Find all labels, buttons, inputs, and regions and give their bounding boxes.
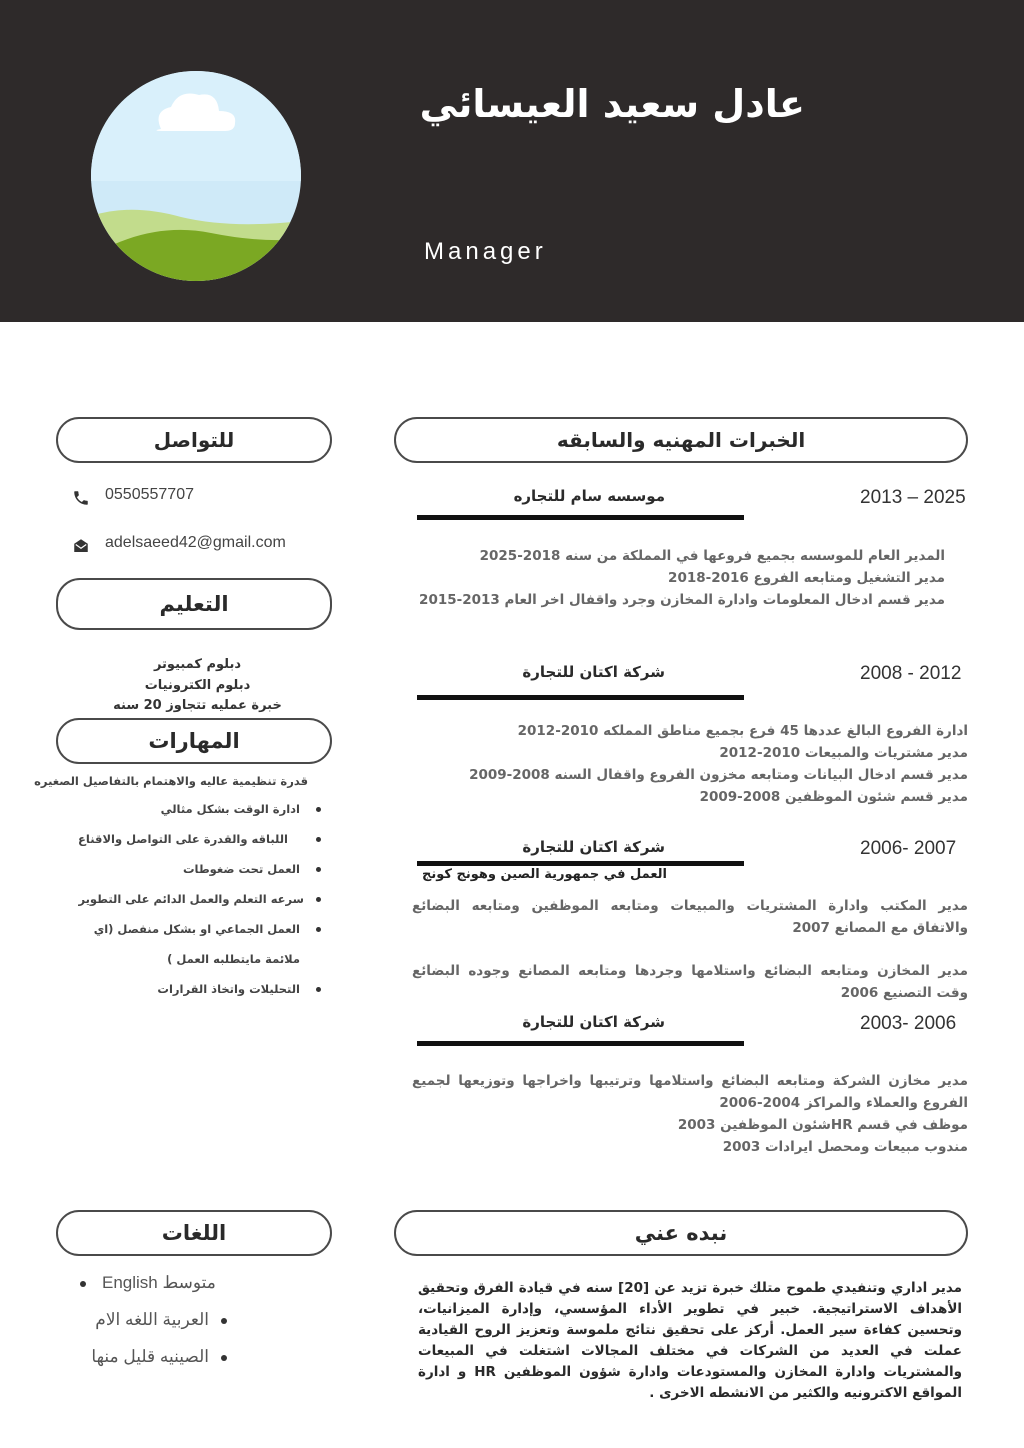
skill-item: التحليلات واتخاذ القرارات (56, 974, 308, 1004)
job-line: مدير قسم شئون الموظفين 2008-2009 (699, 789, 968, 805)
section-title-experience-label: الخبرات المهنيه والسابقه (556, 428, 806, 452)
job-line: مدير المكتب وادارة المشتريات والمبيعات ومتابعه الموظفين ومتابعه البضائع والاتفاق مع المصانع 2007 (412, 898, 968, 936)
envelope-icon (72, 537, 90, 555)
job-line: مندوب مبيعات ومحصل ايرادات 2003 (722, 1139, 968, 1155)
job-description (420, 720, 968, 808)
language-item (75, 1307, 235, 1344)
language-item-label: العربية اللغه الام (95, 1310, 209, 1329)
job-line: المدير العام للموسسه بجميع فروعها في المملكة من سنه 2018-2025 (479, 548, 945, 564)
skill-item: ادارة الوقت بشكل مثالي (56, 794, 308, 824)
job-line: مدير قسم ادخال المعلومات وادارة المخازن وجرد واقفال اخر العام 2013-2015 (419, 592, 945, 608)
person-name: عادل سعيد العيسائي (419, 82, 805, 126)
job-description (412, 1070, 968, 1158)
job-description (419, 545, 945, 611)
job-location-text: العمل في جمهورية الصين وهونج كونج (422, 867, 667, 882)
job-years: 2003- 2006 (860, 1013, 957, 1034)
phone-icon (72, 489, 90, 507)
education-list (70, 655, 325, 717)
section-title-about-label: نبده عني (634, 1221, 728, 1245)
job-line: ادارة الفروع البالغ عددها 45 فرع بجميع مناطق المملكه 2010-2012 (517, 723, 968, 739)
avatar (91, 71, 301, 281)
spacer (412, 939, 968, 960)
section-title-skills (56, 718, 332, 764)
section-title-skills-label: المهارات (148, 729, 240, 753)
job-divider (417, 695, 744, 700)
section-title-about (394, 1210, 968, 1256)
job-line: مدير مشتريات والمبيعات 2010-2012 (719, 745, 968, 761)
job-line: مدير مخازن الشركة ومتابعه البضائع واستلامها وترتيبها واخراجها وتوزيعها لجميع الفروع والعملاء والمراكز 2004-2006 (412, 1073, 968, 1111)
contact-phone (70, 486, 340, 508)
section-title-experience (394, 417, 968, 463)
skill-item: العمل الجماعي او بشكل منفصل (اي (56, 914, 308, 944)
skills-intro: قدرة تنظيمية عاليه والاهتمام بالتفاصيل الصغيره (34, 774, 308, 788)
education-item: خبرة عمليه تتجاوز 20 سنه (113, 698, 282, 713)
skill-item: العمل تحت ضغوطات (56, 854, 308, 884)
avatar-placeholder-icon (91, 71, 301, 281)
skill-item: سرعه التعلم والعمل الدائم على التطوير (56, 884, 308, 914)
job-location (415, 865, 667, 885)
email-address[interactable]: adelsaeed42@gmail.com (105, 534, 286, 551)
section-title-contact-label: للتواصل (153, 428, 235, 452)
job-title: Manager (424, 238, 547, 265)
job-company: شركة اكتان للتجارة (522, 1013, 665, 1031)
languages-list (75, 1270, 235, 1381)
job-entry-header (415, 487, 968, 517)
job-description (412, 895, 968, 1004)
job-entry-header (415, 663, 968, 693)
skill-item-continued: ملائمة مايتطلبه العمل ) (167, 952, 300, 966)
skill-item: اللباقه والقدرة على التواصل والاقناع (56, 824, 308, 854)
contact-email (70, 534, 340, 556)
job-years: 2006- 2007 (860, 838, 957, 859)
language-item (75, 1270, 235, 1307)
job-company: موسسه سام للتجاره (513, 487, 665, 505)
header-banner (0, 0, 1024, 322)
job-years: 2008 - 2012 (860, 663, 962, 684)
language-item (75, 1344, 235, 1381)
job-divider (417, 515, 744, 520)
job-line: مدير قسم ادخال البيانات ومتابعه مخزون الفروع واقفال السنه 2008-2009 (469, 767, 968, 783)
job-line: مدير المخازن ومتابعه البضائع واستلامها وجردها ومتابعه المصانع وجوده البضائع وقت التصنيع 2006 (412, 963, 968, 1001)
section-title-languages-label: اللغات (161, 1221, 227, 1245)
language-item-label: English متوسط (102, 1273, 216, 1292)
job-company: شركة اكتان للتجارة (522, 838, 665, 856)
section-title-contact (56, 417, 332, 463)
job-line: موظف في قسم HRشئون الموظفين 2003 (677, 1117, 968, 1133)
education-item: دبلوم كمبيوتر (153, 657, 242, 672)
job-divider (417, 1041, 744, 1046)
job-company: شركة اكتان للتجارة (522, 663, 665, 681)
job-years: 2013 – 2025 (860, 487, 966, 508)
phone-number[interactable]: 0550557707 (105, 486, 194, 503)
skills-list (34, 772, 308, 1004)
job-line: مدير التشغيل ومتابعه الفروع 2016-2018 (668, 570, 945, 586)
language-item-label: الصينيه قليل منها (91, 1347, 209, 1366)
section-title-education-label: التعليم (159, 592, 229, 616)
section-title-languages (56, 1210, 332, 1256)
education-item: دبلوم الكترونيات (144, 677, 251, 693)
about-paragraph: مدير اداري وتنفيدي طموح متلك خبرة تزيد عن [20] سنه في قيادة الفرق وتحقيق الأهداف الاستراتيجية. خبير في تطوير الأداء المؤسسي، وإدارة الميزانيات، وتحسين كفاءة سير العمل. أركز على تحقيق نتائج ملموسة وتعزيز الروح القيادية عملت في العديد من الشركات في مختلف المجالات اشتغلت في المبيعات والمشتريات وادارة المخازن والمستودعات وادارة شؤون الموظفين HR و ادارة المواقع الاكترونيه والكثير من الانشطه الاخرى . (418, 1280, 963, 1401)
job-entry-header (415, 1013, 968, 1043)
section-title-education (56, 578, 332, 630)
